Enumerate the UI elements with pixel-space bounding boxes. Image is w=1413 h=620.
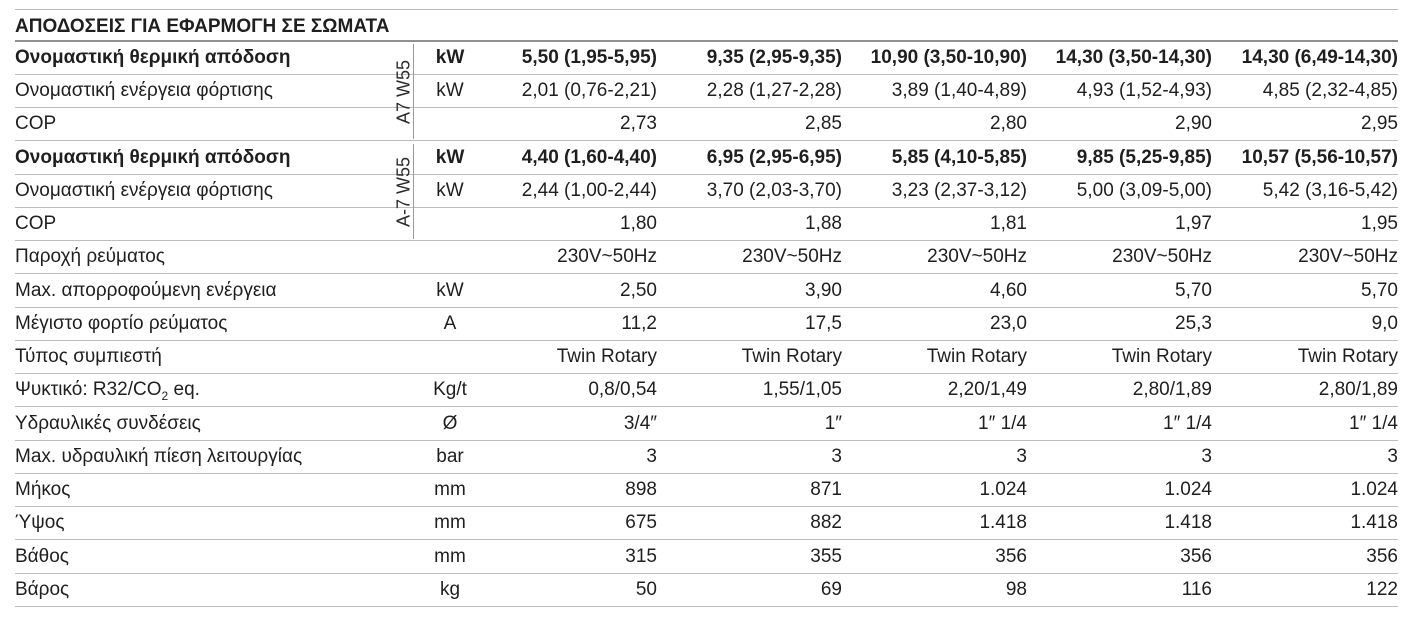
table-row	[15, 407, 1398, 441]
value-cell: Twin Rotary	[556, 346, 657, 367]
value-cell: 4,60	[990, 280, 1027, 301]
value-cell: 1.024	[1350, 479, 1398, 500]
condition-label-a-7w55	[389, 142, 419, 241]
row-label: Ονομαστική ενέργεια φόρτισης	[15, 80, 273, 101]
value-cell: 230V~50Hz	[927, 246, 1027, 267]
table-title: ΑΠΟΔΟΣΕΙΣ ΓΙΑ ΕΦΑΡΜΟΓΗ ΣΕ ΣΩΜΑΤΑ	[15, 14, 1398, 42]
row-unit	[420, 107, 480, 140]
value-cell: 3,23 (2,37-3,12)	[891, 180, 1027, 201]
value-cell: 871	[810, 479, 842, 500]
row-unit: mm	[434, 546, 466, 567]
row-unit: Ø	[442, 413, 458, 434]
value-cell: 1,95	[1361, 213, 1398, 234]
value-cell: 1.418	[1164, 512, 1212, 533]
row-label	[15, 373, 200, 406]
row-unit: Kg/t	[433, 379, 467, 400]
row-label: Ονομαστική θερμική απόδοση	[15, 147, 291, 168]
value-cell: 3	[1016, 446, 1027, 467]
value-cell: Twin Rotary	[926, 346, 1027, 367]
value-cell: 315	[625, 546, 657, 567]
row-label: Τύπος συμπιεστή	[15, 346, 162, 367]
row-unit	[420, 340, 480, 373]
value-cell: Twin Rotary	[1111, 346, 1212, 367]
condition-label-text: A-7 W55	[393, 156, 414, 227]
value-cell: 2,01 (0,76-2,21)	[521, 80, 657, 101]
row-label: Max. υδραυλική πίεση λειτουργίας	[15, 446, 303, 467]
row-label: Ύψος	[15, 512, 65, 533]
table-row	[15, 174, 1398, 208]
value-cell: 2,90	[1175, 113, 1212, 134]
value-cell: 3	[831, 446, 842, 467]
value-cell: 1.024	[979, 479, 1027, 500]
value-cell: 2,50	[620, 280, 657, 301]
value-cell: 5,85 (4,10-5,85)	[891, 147, 1027, 168]
row-label: Max. απορροφούμενη ενέργεια	[15, 280, 277, 301]
value-cell: 3,89 (1,40-4,89)	[891, 80, 1027, 101]
value-cell: 3	[646, 446, 657, 467]
value-cell: 2,85	[805, 113, 842, 134]
table-row	[15, 207, 1398, 241]
value-cell: 116	[1181, 579, 1212, 600]
row-label: Υδραυλικές συνδέσεις	[15, 413, 201, 434]
value-cell: Twin Rotary	[741, 346, 842, 367]
value-cell: 1″ 1/4	[1349, 413, 1398, 434]
value-cell: 675	[625, 512, 657, 533]
value-cell: 9,35 (2,95-9,35)	[706, 47, 842, 68]
value-cell: 1.418	[1350, 512, 1398, 533]
row-label: Μήκος	[15, 479, 71, 500]
value-cell: 0,8/0,54	[588, 379, 657, 400]
condition-label-text: A7 W55	[393, 59, 414, 124]
refrigerant-subscript: 2	[161, 388, 169, 403]
value-cell: 98	[1005, 579, 1027, 600]
value-cell: 50	[635, 579, 657, 600]
value-cell: 3	[1387, 446, 1398, 467]
value-cell: 6,95 (2,95-6,95)	[706, 147, 842, 168]
value-cell: 5,42 (3,16-5,42)	[1262, 180, 1398, 201]
row-unit: kW	[436, 180, 464, 201]
row-unit: bar	[436, 446, 464, 467]
value-cell: 5,70	[1175, 280, 1212, 301]
value-cell: 1,97	[1175, 213, 1212, 234]
value-cell: 17,5	[805, 313, 842, 334]
row-label: COP	[15, 113, 57, 134]
row-label: Μέγιστο φορτίο ρεύματος	[15, 313, 228, 334]
value-cell: 230V~50Hz	[1112, 246, 1212, 267]
value-cell: 1.418	[979, 512, 1027, 533]
value-cell: 25,3	[1175, 313, 1212, 334]
top-rule	[15, 9, 1398, 10]
table-row	[15, 473, 1398, 507]
group-bracket	[413, 144, 414, 239]
value-cell: 9,85 (5,25-9,85)	[1076, 147, 1212, 168]
value-cell: 4,93 (1,52-4,93)	[1076, 80, 1212, 101]
table-row	[15, 573, 1398, 607]
value-cell: 1,80	[620, 213, 657, 234]
table-row	[15, 41, 1398, 75]
table-row	[15, 307, 1398, 341]
value-cell: 3,70 (2,03-3,70)	[706, 180, 842, 201]
value-cell: 2,28 (1,27-2,28)	[706, 80, 842, 101]
value-cell: 3,90	[805, 280, 842, 301]
value-cell: 230V~50Hz	[742, 246, 842, 267]
value-cell: 4,85 (2,32-4,85)	[1262, 80, 1398, 101]
value-cell: 2,73	[620, 113, 657, 134]
value-cell: 11,2	[621, 313, 657, 334]
value-cell: 2,80	[990, 113, 1027, 134]
value-cell: 882	[810, 512, 842, 533]
refrigerant-label-text: Ψυκτικό: R32/CO	[15, 379, 162, 400]
value-cell: 23,0	[990, 313, 1027, 334]
table-row	[15, 141, 1398, 175]
table-row	[15, 506, 1398, 540]
table-row	[15, 274, 1398, 308]
refrigerant-label-suffix: eq.	[168, 379, 200, 400]
value-cell: 1.024	[1164, 479, 1212, 500]
value-cell: 230V~50Hz	[1298, 246, 1398, 267]
value-cell: 2,44 (1,00-2,44)	[521, 180, 657, 201]
row-label: Βάθος	[15, 546, 69, 567]
value-cell: 2,95	[1361, 113, 1398, 134]
value-cell: 2,80/1,89	[1132, 379, 1212, 400]
row-unit: kW	[435, 147, 465, 168]
row-label: Ονομαστική θερμική απόδοση	[15, 47, 291, 68]
value-cell: 10,90 (3,50-10,90)	[870, 47, 1027, 68]
table-row	[15, 440, 1398, 474]
value-cell: 14,30 (6,49-14,30)	[1241, 47, 1398, 68]
value-cell: 5,50 (1,95-5,95)	[521, 47, 657, 68]
value-cell: 3/4″	[623, 413, 657, 434]
value-cell: 5,00 (3,09-5,00)	[1076, 180, 1212, 201]
value-cell: 1,81	[990, 213, 1027, 234]
value-cell: 5,70	[1361, 280, 1398, 301]
value-cell: 1″ 1/4	[978, 413, 1027, 434]
value-cell: 14,30 (3,50-14,30)	[1055, 47, 1212, 68]
value-cell: 1,88	[805, 213, 842, 234]
row-label: Βάρος	[15, 579, 70, 600]
table-row	[15, 74, 1398, 108]
value-cell: 2,80/1,89	[1318, 379, 1398, 400]
row-unit: kW	[436, 80, 464, 101]
value-cell: 3	[1201, 446, 1212, 467]
value-cell: 1″ 1/4	[1163, 413, 1212, 434]
row-unit: kg	[439, 579, 461, 600]
row-unit: mm	[434, 512, 466, 533]
table-row	[15, 373, 1398, 407]
value-cell: 122	[1366, 579, 1398, 600]
value-cell: 1″	[824, 413, 842, 434]
value-cell: 356	[1366, 546, 1398, 567]
table-row	[15, 240, 1398, 274]
value-cell: Twin Rotary	[1297, 346, 1398, 367]
condition-label-a7w55	[389, 42, 419, 141]
row-unit	[420, 240, 480, 273]
value-cell: 4,40 (1,60-4,40)	[521, 147, 657, 168]
group-bracket	[413, 44, 414, 139]
row-unit: kW	[436, 280, 464, 301]
value-cell: 356	[1180, 546, 1212, 567]
value-cell: 9,0	[1371, 313, 1398, 334]
row-label: Παροχή ρεύματος	[15, 246, 165, 267]
value-cell: 2,20/1,49	[947, 379, 1027, 400]
row-label: COP	[15, 213, 57, 234]
value-cell: 355	[810, 546, 842, 567]
table-row	[15, 540, 1398, 574]
table-row	[15, 107, 1398, 141]
value-cell: 10,57 (5,56-10,57)	[1241, 147, 1398, 168]
row-unit: kW	[435, 47, 465, 68]
table-row	[15, 340, 1398, 374]
row-unit: A	[443, 313, 457, 334]
value-cell: 356	[995, 546, 1027, 567]
row-label: Ονομαστική ενέργεια φόρτισης	[15, 180, 273, 201]
value-cell: 69	[820, 579, 842, 600]
value-cell: 898	[625, 479, 657, 500]
row-unit: mm	[434, 479, 466, 500]
value-cell: 230V~50Hz	[557, 246, 657, 267]
value-cell: 1,55/1,05	[762, 379, 842, 400]
row-unit	[420, 207, 480, 240]
